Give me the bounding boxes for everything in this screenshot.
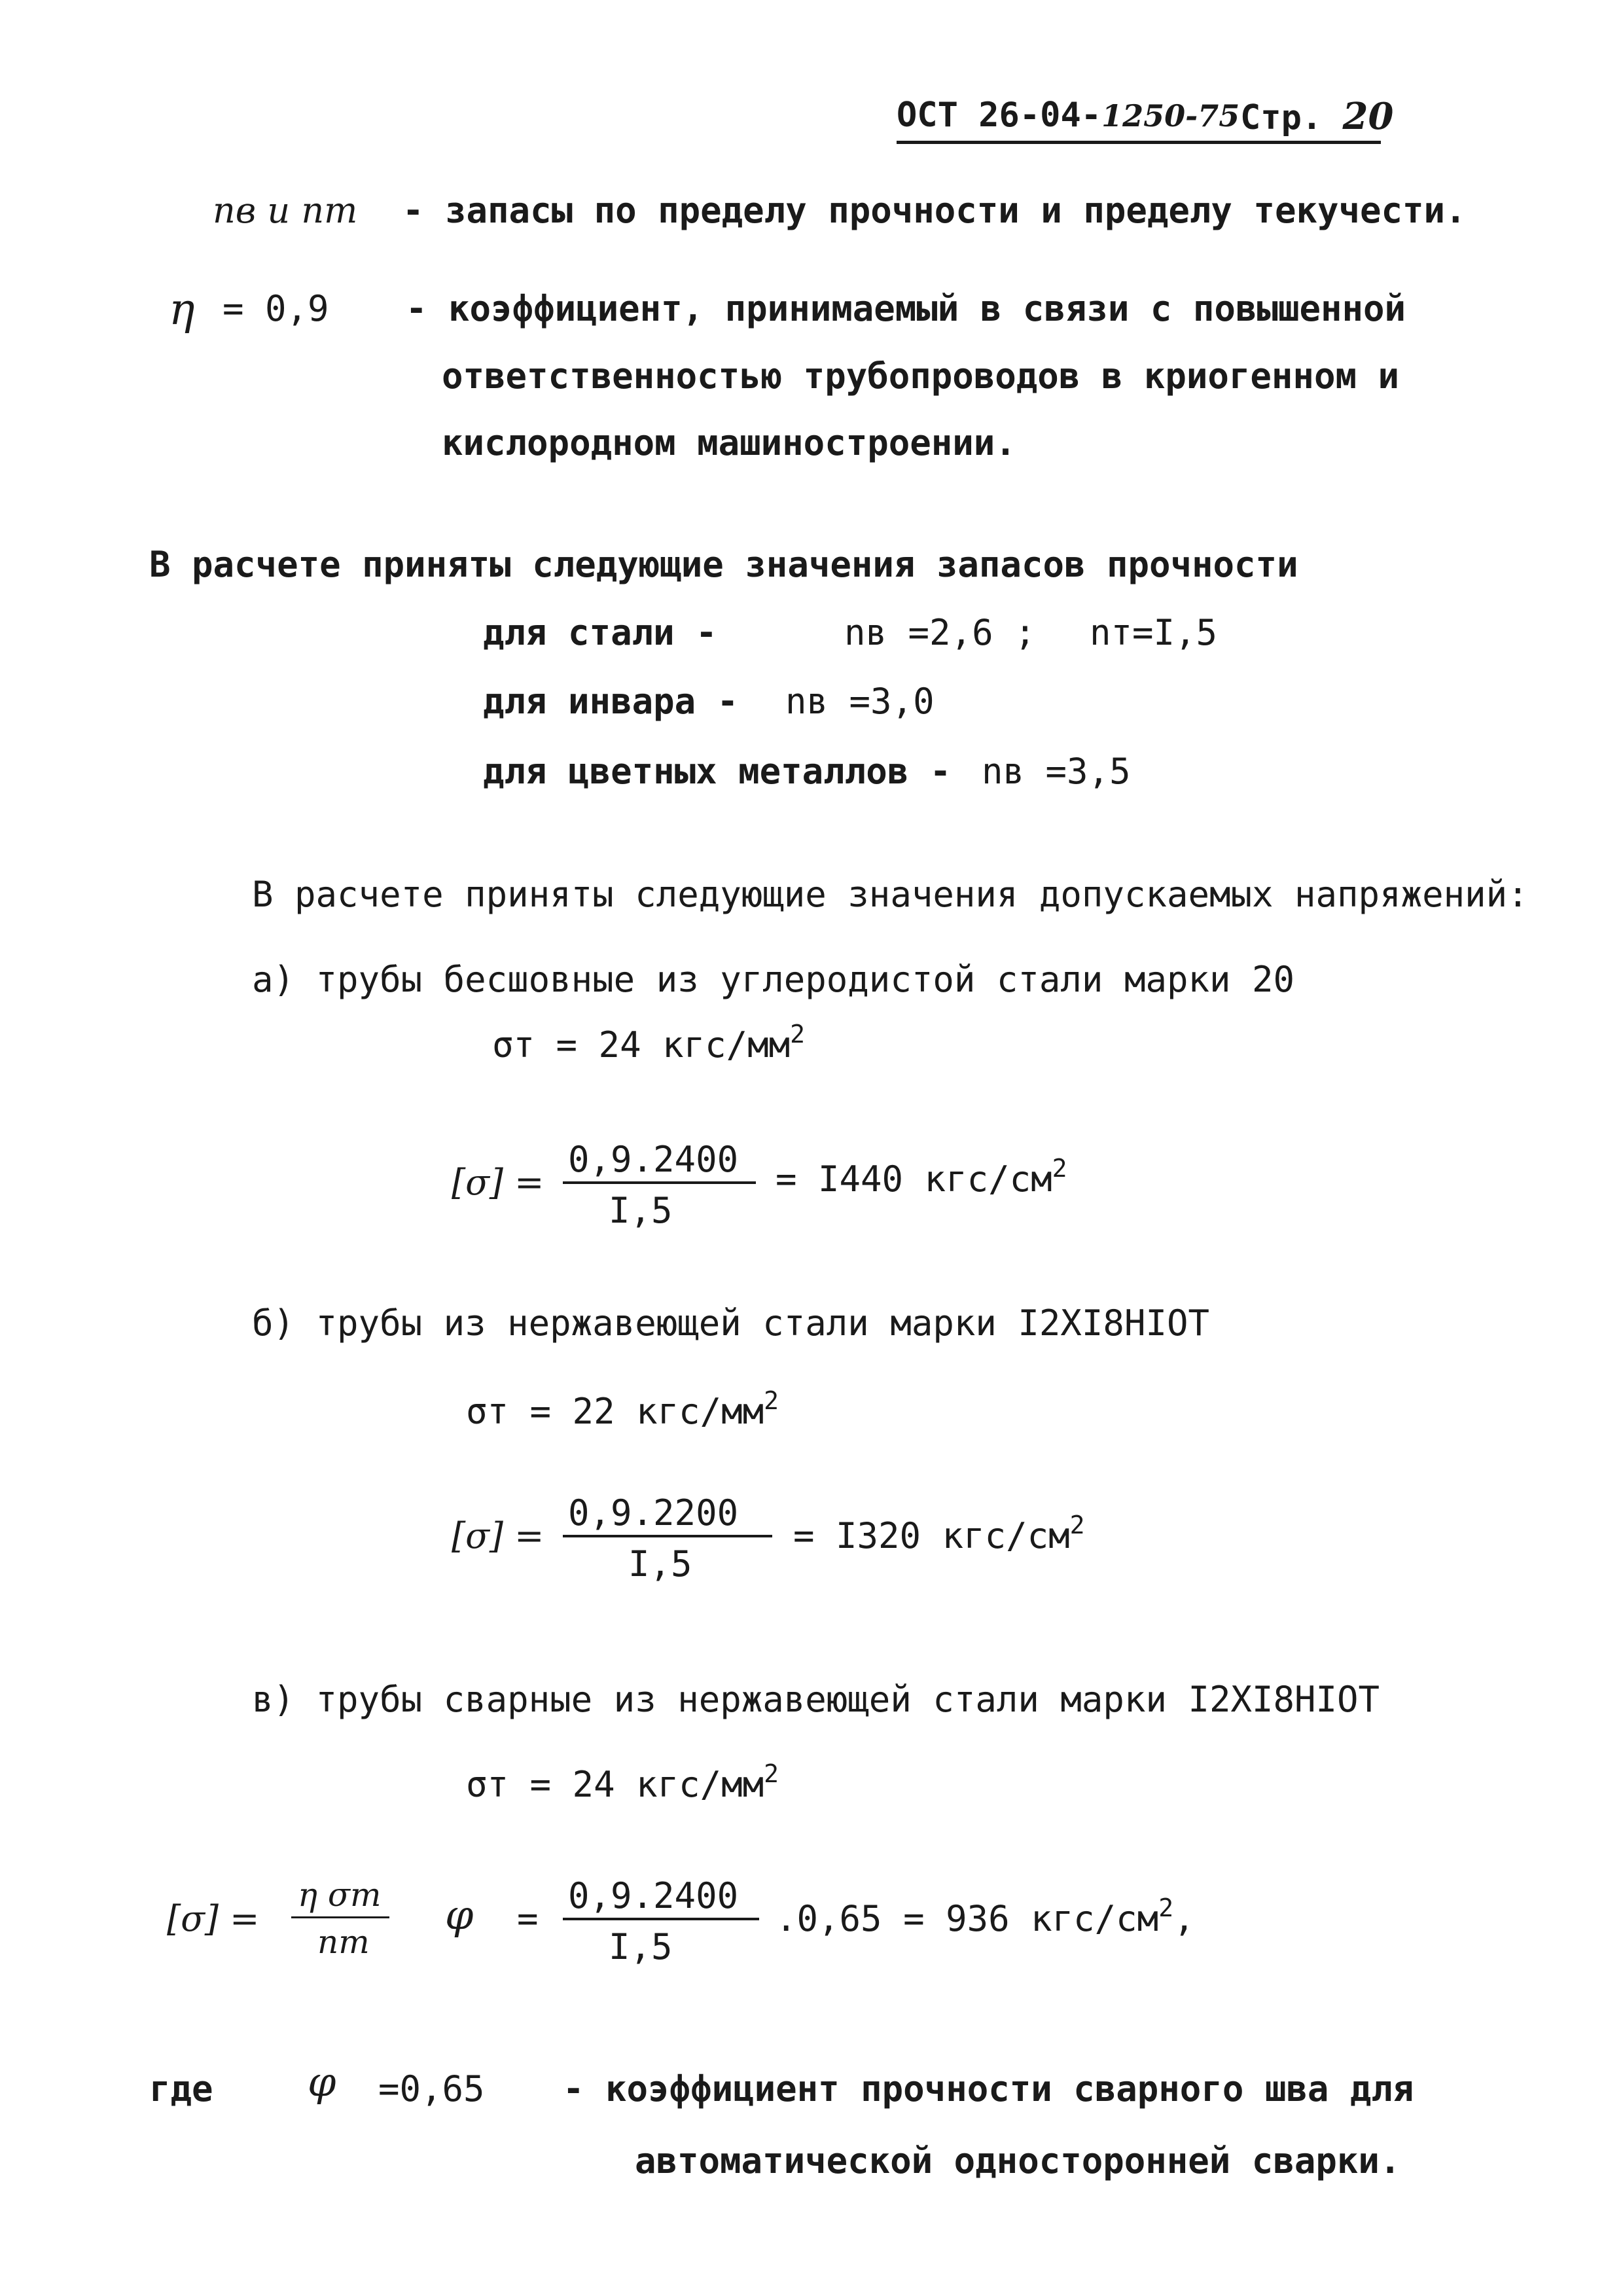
eta-description-line-2: ответственностью трубопроводов в криогенном и (442, 355, 1399, 397)
eta-value: = 0,9 (223, 288, 329, 329)
eta-description-line-1: - коэффициент, принимаемый в связи с повышенной (406, 288, 1406, 329)
case-c-result (776, 1893, 1195, 1939)
case-c-sigma-t-text: σт = 24 кгс/мм (466, 1764, 764, 1805)
allowable-intro: В расчете приняты следующие значения допускаемых напряжений: (252, 874, 1529, 915)
nonferrous-label: для цветных металлов - (483, 751, 952, 792)
case-c-numerator: 0,9.2400 (568, 1875, 739, 1916)
footnote-description-line-2: автоматической односторонней сварки. (635, 2140, 1401, 2181)
page-number: 20 (1342, 95, 1394, 138)
case-b-title: б) трубы из нержавеющей стали марки I2XI8HIOT (252, 1302, 1209, 1344)
doc-code-handwritten: 1250-75 (1101, 98, 1240, 134)
case-b-lhs: [σ] = (452, 1515, 544, 1556)
case-a-result (776, 1154, 1067, 1200)
eta-description-line-3: кислородном машиностроении. (442, 422, 1016, 463)
footnote-phi-value: =0,65 (378, 2068, 485, 2109)
case-c-equals: = (517, 1898, 539, 1939)
case-a-result-text: = I440 кгс/см (776, 1158, 1052, 1200)
case-b-fraction-bar (563, 1535, 772, 1537)
case-c-result-text: .0,65 = 936 кгс/см (776, 1898, 1159, 1939)
case-c-title: в) трубы сварные из нержавеющей стали марки I2XI8HIOT (252, 1679, 1380, 1720)
safety-factors-intro: В расчете приняты следующие значения запасов прочности (149, 544, 1298, 585)
page-indicator (1240, 95, 1394, 138)
where-label: где (149, 2068, 213, 2109)
header-underline (897, 141, 1381, 144)
case-a-fraction-bar (563, 1181, 756, 1184)
case-c-result-exponent: 2 (1158, 1893, 1174, 1922)
invar-label: для инвара - (483, 681, 739, 722)
case-c-phi: φ (445, 1891, 474, 1939)
case-c-symbolic-denominator: nт (317, 1923, 370, 1961)
doc-code-text: ОСТ 26-04- (897, 96, 1102, 135)
case-a-sigma-t-exponent: 2 (790, 1020, 806, 1049)
page-label: Стр. (1240, 98, 1323, 137)
case-b-result (793, 1511, 1085, 1556)
case-c-lhs: [σ] = (167, 1898, 260, 1939)
case-a-title: а) трубы бесшовные из углеродистой стали марки 20 (252, 959, 1295, 1000)
case-c-sigma-t-exponent: 2 (764, 1759, 779, 1788)
case-b-numerator: 0,9.2200 (568, 1492, 739, 1534)
case-b-result-text: = I320 кгс/см (793, 1515, 1070, 1556)
case-b-denominator: I,5 (628, 1543, 692, 1585)
footnote-phi: φ (308, 2058, 336, 2106)
document-code (897, 96, 1240, 135)
case-c-symbolic-numerator: η σт (298, 1876, 382, 1914)
steel-nt: nт=I,5 (1090, 612, 1218, 653)
case-b-result-exponent: 2 (1069, 1511, 1085, 1539)
case-a-numerator: 0,9.2400 (568, 1139, 739, 1180)
eta-symbol: η (169, 284, 195, 334)
nonferrous-nb: nв =3,5 (982, 751, 1131, 792)
steel-label: для стали - (483, 612, 717, 653)
n-symbols: nв и nт (213, 190, 358, 231)
case-a-sigma-t-text: σт = 24 кгс/мм (492, 1024, 791, 1066)
case-c-result-tail: , (1173, 1898, 1195, 1939)
case-a-lhs: [σ] = (452, 1162, 544, 1203)
case-a-sigma-t (492, 1020, 806, 1066)
case-a-denominator: I,5 (609, 1190, 673, 1231)
case-b-sigma-t-exponent: 2 (764, 1386, 779, 1415)
case-c-symbolic-bar (291, 1916, 389, 1918)
case-c-denominator: I,5 (609, 1926, 673, 1967)
case-b-sigma-t (466, 1386, 779, 1432)
invar-nb: nв =3,0 (785, 681, 935, 722)
case-c-fraction-bar (563, 1918, 759, 1920)
case-a-result-exponent: 2 (1052, 1154, 1067, 1183)
n-description: - запасы по пределу прочности и пределу текучести. (402, 190, 1467, 231)
footnote-description-line-1: - коэффициент прочности сварного шва для (563, 2068, 1414, 2109)
steel-nb: nв =2,6 ; (844, 612, 1036, 653)
case-b-sigma-t-text: σт = 22 кгс/мм (466, 1391, 764, 1432)
case-c-sigma-t (466, 1759, 779, 1805)
